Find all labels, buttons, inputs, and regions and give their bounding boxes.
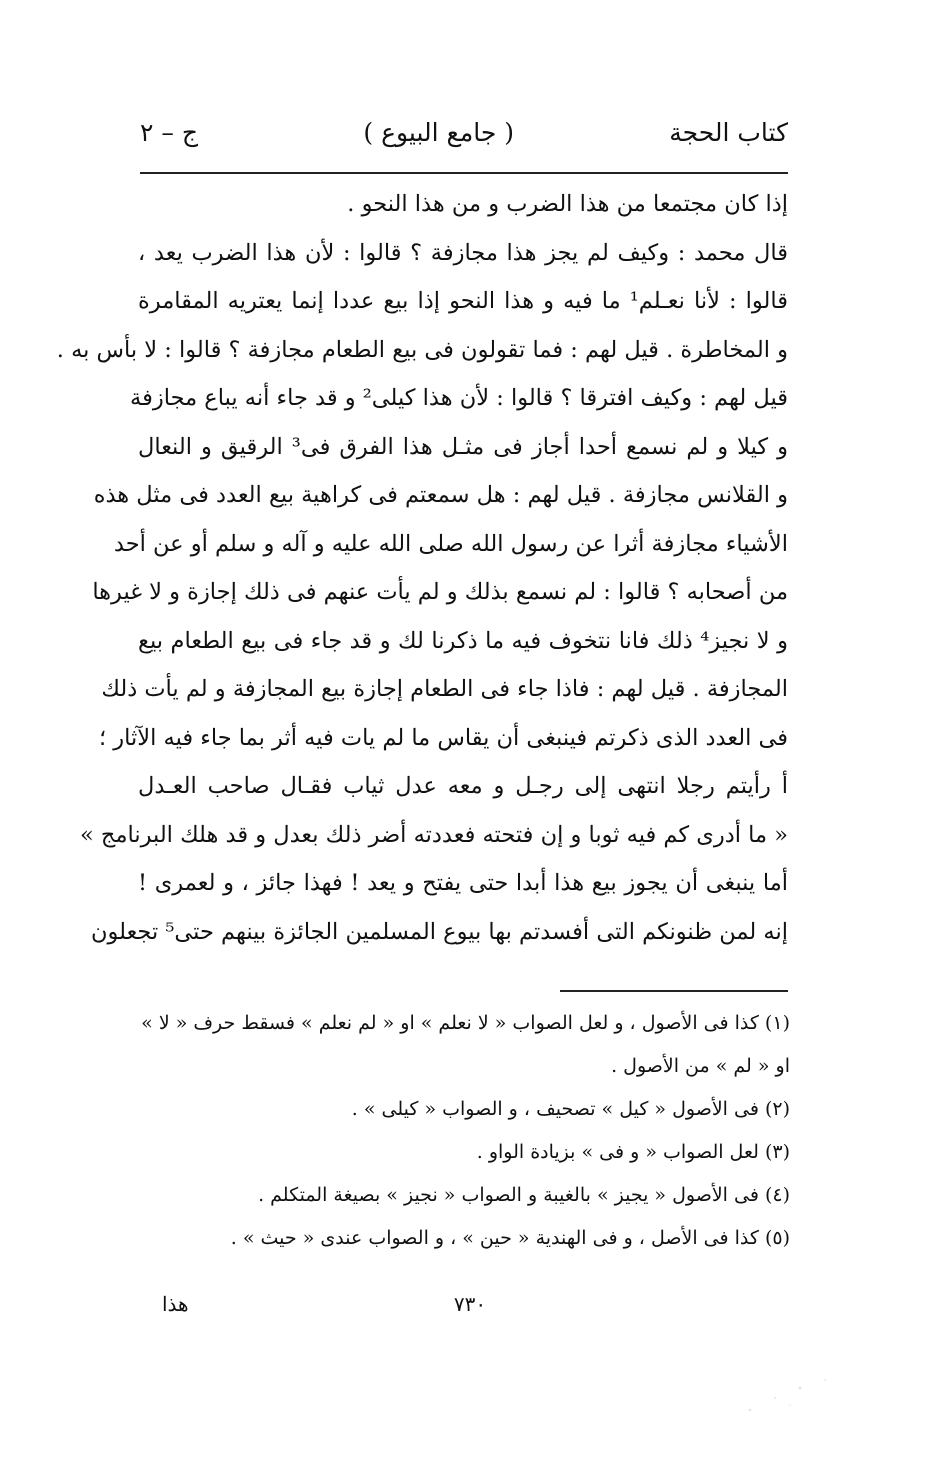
text-line: أ رأيتم رجلا انتهى إلى رجـل و معه عدل ثياب فقـال صاحب العـدل bbox=[138, 773, 788, 799]
footnote: (٥) كذا فى الأصل ، و فى الهندية « حين » ، و الصواب عندى « حيث » . bbox=[230, 1227, 790, 1249]
volume-label: ج – ٢ bbox=[140, 118, 198, 147]
footnote-continuation: او « لم » من الأصول . bbox=[611, 1055, 790, 1077]
text-line: المجازفة . قيل لهم : فاذا جاء فى الطعام إجازة بيع المجازفة و لم يأت ذلك bbox=[101, 676, 788, 702]
scan-smudge bbox=[730, 1370, 850, 1420]
text-line: من أصحابه ؟ قالوا : لم نسمع بذلك و لم يأت عنهم فى ذلك إجازة و لا غيرها bbox=[92, 579, 788, 605]
header-rule bbox=[140, 172, 788, 174]
footnote-rule bbox=[560, 990, 788, 992]
text-line: و كيلا و لم نسمع أحدا أجاز فى مثـل هذا الفرق فى³ الرقيق و النعال bbox=[138, 433, 789, 460]
footnote: (٢) فى الأصول « كيل » تصحيف ، و الصواب « كيلى » . bbox=[351, 1098, 790, 1120]
text-line: « ما أدرى كم فيه ثوبا و إن فتحته فعددته أضر ذلك بعدل و قد هلك البرنامج » bbox=[80, 821, 788, 848]
catchword: هذا bbox=[162, 1292, 189, 1316]
text-line: إذا كان مجتمعا من هذا الضرب و من هذا النحو . bbox=[347, 191, 788, 217]
running-header bbox=[140, 118, 788, 162]
footnotes bbox=[130, 1002, 790, 1260]
footnote: (٣) لعل الصواب « و فى » بزيادة الواو . bbox=[476, 1141, 790, 1163]
text-line: أما ينبغى أن يجوز بيع هذا أبدا حتى يفتح و يعد ! فهذا جائز ، و لعمرى ! bbox=[138, 870, 788, 896]
page-footer bbox=[140, 1292, 788, 1326]
text-line: قال محمد : وكيف لم يجز هذا مجازفة ؟ قالوا : لأن هذا الضرب يعد ، bbox=[138, 239, 788, 266]
text-line: قالوا : لأنا نعـلم¹ ما فيه و هذا النحو إذا بيع عددا إنما يعتريه المقامرة bbox=[138, 288, 788, 314]
text-line: و لا نجيز⁴ ذلك فانا نتخوف فيه ما ذكرنا لك و قد جاء فى بيع الطعام بيع bbox=[138, 627, 789, 654]
section-title: ( جامع البيوع ) bbox=[363, 118, 514, 147]
footnote: (١) كذا فى الأصول ، و لعل الصواب « لا نعلم » او « لم نعلم » فسقط حرف « لا » bbox=[141, 1012, 790, 1034]
book-title: كتاب الحجة bbox=[669, 118, 788, 147]
text-line: الأشياء مجازفة أثرا عن رسول الله صلى الله عليه و آله و سلم أو عن أحد bbox=[113, 530, 788, 557]
text-line: و المخاطرة . قيل لهم : فما تقولون فى بيع الطعام مجازفة ؟ قالوا : لا بأس به . bbox=[56, 336, 788, 363]
main-text bbox=[56, 180, 789, 956]
footnote: (٤) فى الأصول « يجيز » بالغيبة و الصواب « نجيز » بصيغة المتكلم . bbox=[258, 1184, 790, 1206]
text-line: قيل لهم : وكيف افترقا ؟ قالوا : لأن هذا كيلى² و قد جاء أنه يباع مجازفة bbox=[130, 385, 788, 411]
page-number: ٧٣٠ bbox=[453, 1292, 487, 1316]
text-line: و القلانس مجازفة . قيل لهم : هل سمعتم فى كراهية بيع العدد فى مثل هذه bbox=[93, 482, 788, 508]
text-line: إنه لمن ظنونكم التى أفسدتم بها بيوع المسلمين الجائزة بينهم حتى⁵ تجعلون bbox=[90, 918, 788, 945]
text-line: فى العدد الذى ذكرتم فينبغى أن يقاس ما لم يات فيه أثر بما جاء فيه الآثار ؛ bbox=[99, 724, 788, 751]
